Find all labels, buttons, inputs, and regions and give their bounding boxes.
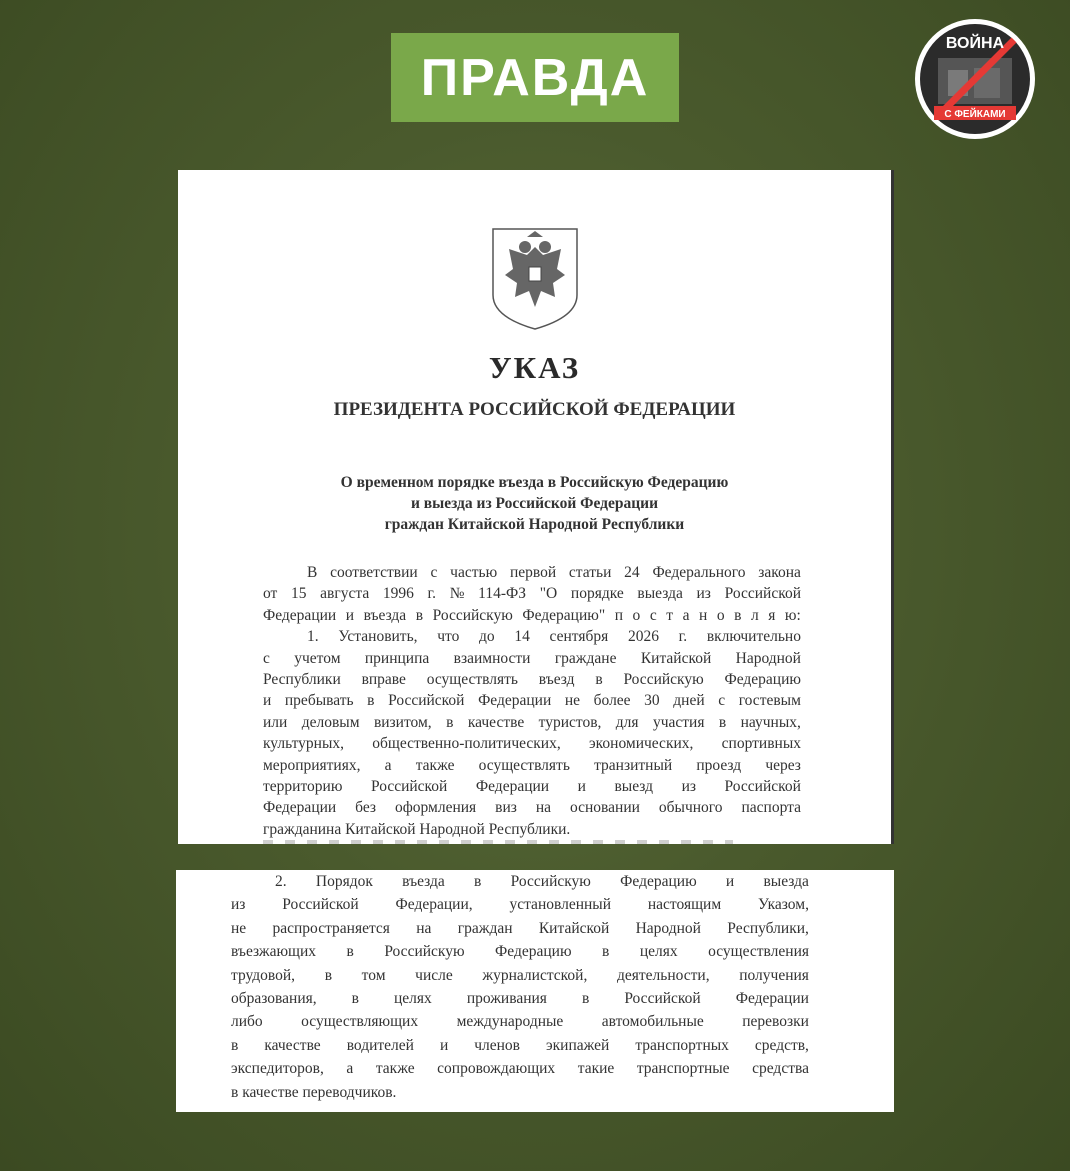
decree-title: УКАЗ [488,350,581,385]
point-line: и пребывать в Российской Федерации не более 30 дней с гостевым [263,692,801,710]
decree-subtitle: ПРЕЗИДЕНТА РОССИЙСКОЙ ФЕДЕРАЦИИ [333,399,736,420]
war-with-fakes-logo [914,18,1036,140]
point-line: культурных, общественно-политических, экономических, спортивных [263,735,801,753]
coat-of-arms-icon [489,225,581,331]
point-line: или деловым визитом, в качестве туристов, для участия в научных, [263,713,801,731]
decree-heading: О временном порядке въезда в Российскую Федерацию и выезда из Российской Федерации граждан Китайской Народной Республики [340,474,729,533]
paragraph-line: Федерации и въезда в Российскую Федерацию" п о с т а н о в л я ю: [263,606,801,624]
point-line: Федерации без оформления виз на основании обычного паспорта [263,799,801,817]
cut-edge-divider [263,840,733,844]
decree-page-2 [176,870,894,1112]
logo-top-text: ВОЙНА [945,35,1005,52]
decree-body [263,562,801,840]
verdict-badge: ПРАВДА [391,33,679,122]
paragraph-line: от 15 августа 1996 г. № 114-ФЗ "О порядке выезда из Российской [263,585,801,603]
paragraph-line: В соответствии с частью первой статьи 24 Федерального закона [307,564,801,581]
point-line: Республики вправе осуществлять въезд в Российскую Федерацию [263,671,801,689]
point-line: с учетом принципа взаимности граждане Китайской Народной [263,649,801,667]
point-line: мероприятиях, а также осуществлять транзитный проезд через [263,756,801,774]
point-line: гражданина Китайской Народной Республики. [263,820,571,838]
logo-bottom-text: С ФЕЙКАМИ [944,109,1006,120]
decree-page-1 [178,170,894,844]
point-line: территорию Российской Федерации и выезд из Российской [263,778,801,796]
decree-point-2: 2. Порядок въезда в Российскую Федерацию и выезда из Российской Федерации, установленный настоящим Указом, не распространяется на граждан Китайской Народной Республики, въезжающих в Российскую Федерацию в целях осуществления трудовой, в том числе журналистской, деятельности, получения образования, в целях проживания в Российской Федерации либо осуществляющих международные автомобильные перевозки в качестве водителей и членов экипажей транспортных средств, экспедиторов, а также сопровождающих такие транспортные средства в качестве переводчиков. [231,873,809,1101]
point-line: 1. Установить, что до 14 сентября 2026 г. включительно [307,628,801,646]
